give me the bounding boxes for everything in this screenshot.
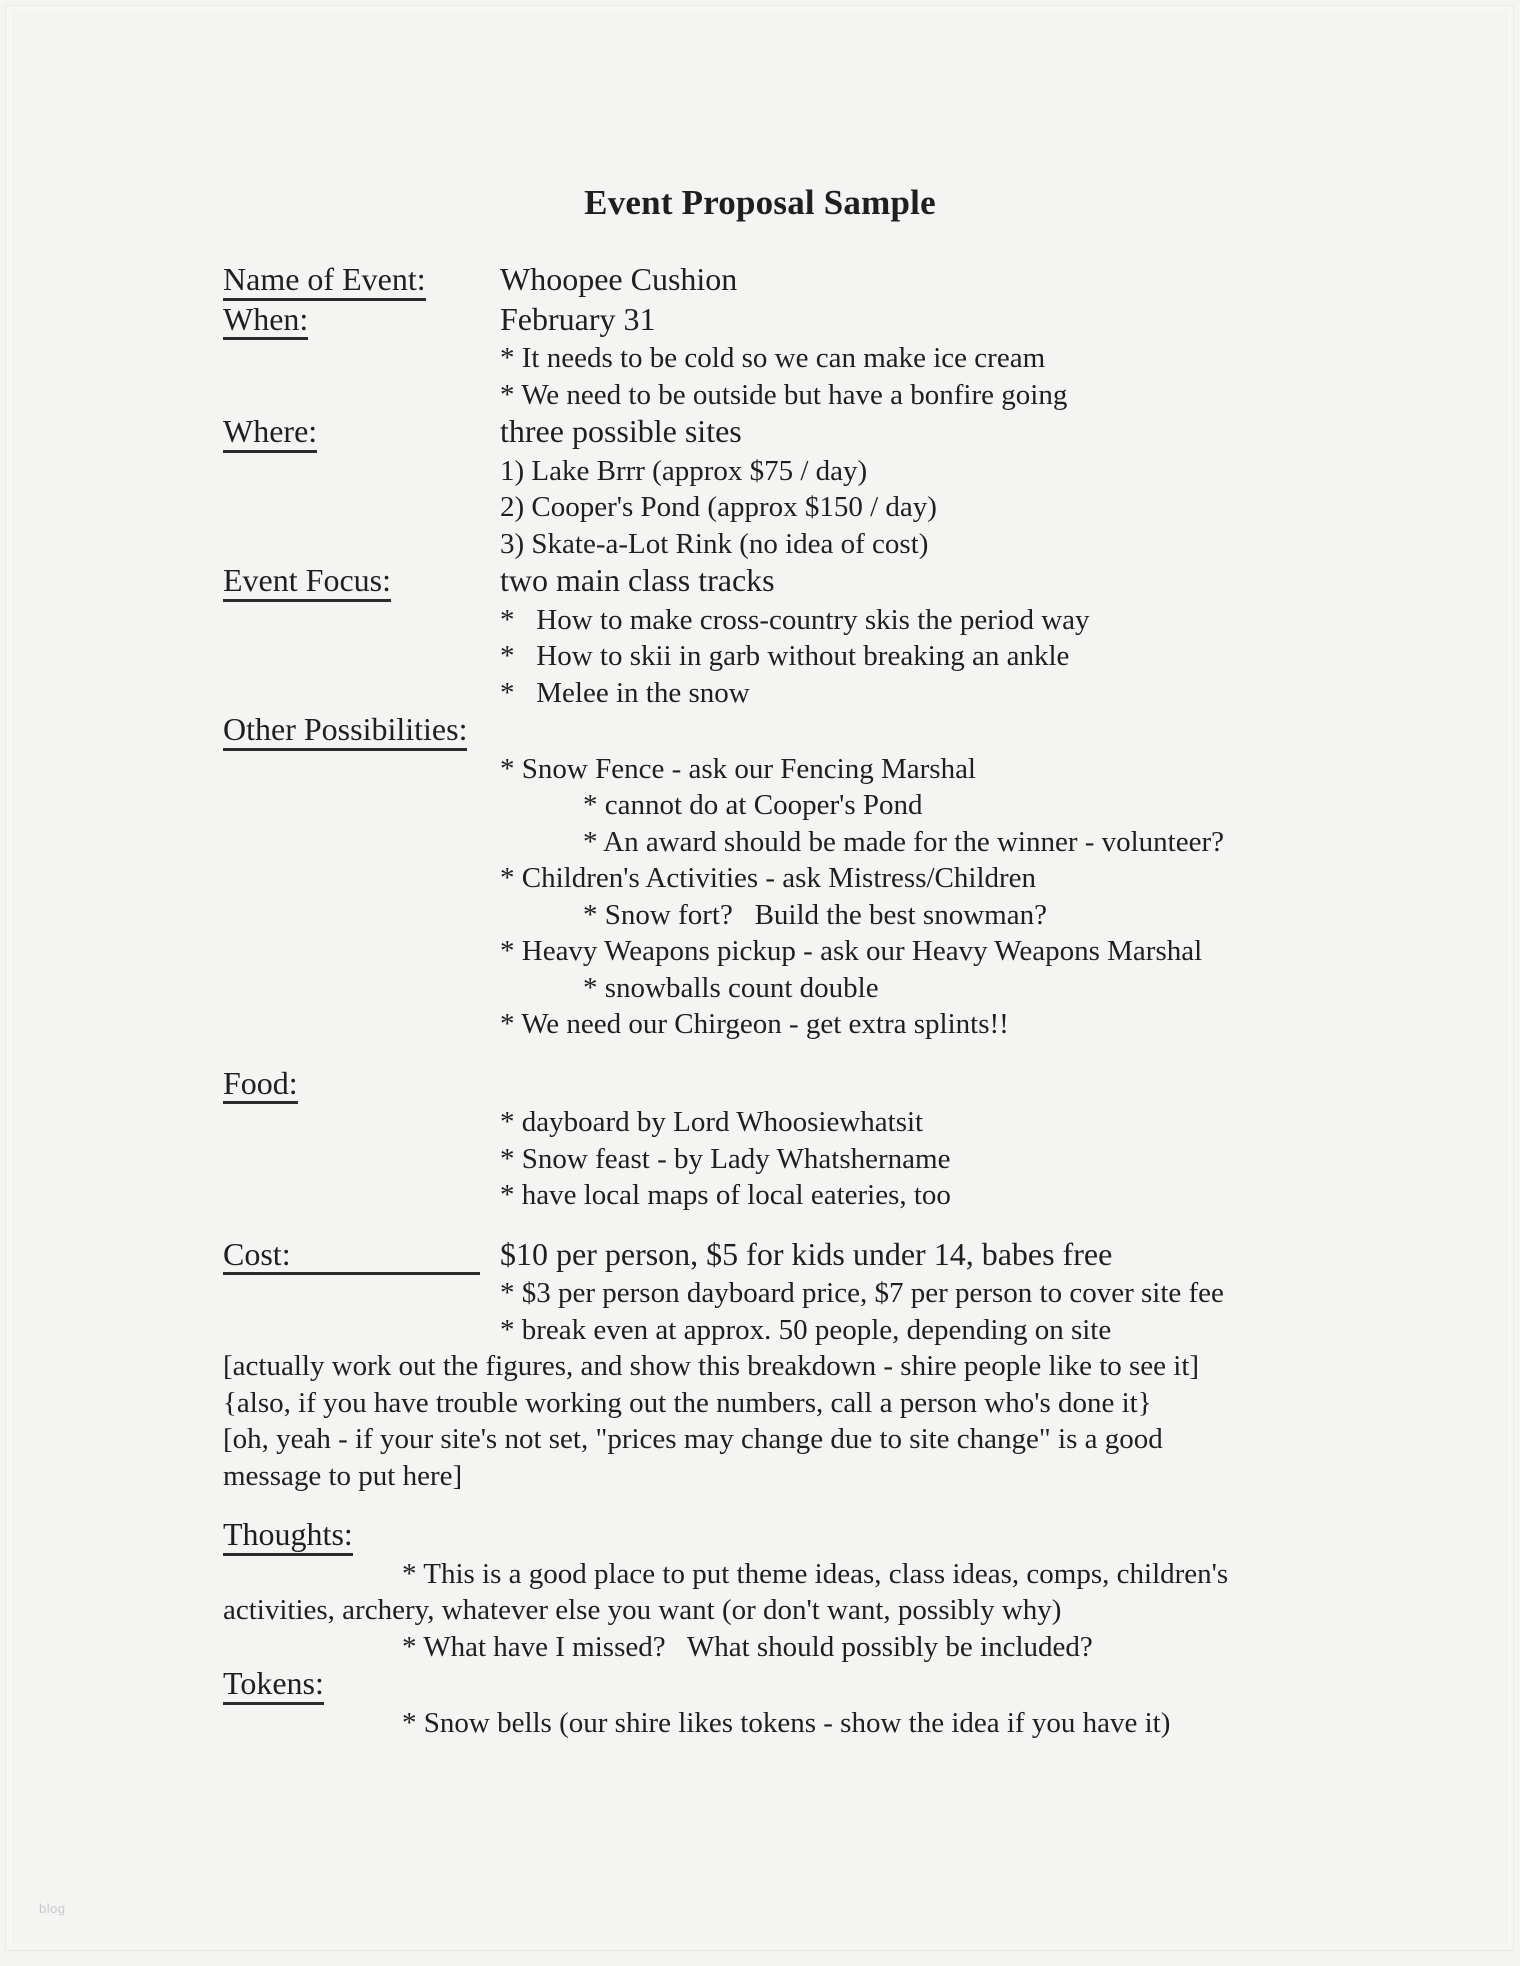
- bullet-item: * have local maps of local eateries, too: [500, 1179, 951, 1211]
- field-row-when: [223, 301, 1438, 341]
- section-heading-tokens: [223, 1665, 1438, 1705]
- field-label: [223, 301, 500, 341]
- bullet-item: * We need our Chirgeon - get extra splints!!: [500, 1008, 1009, 1040]
- bullet-item: * Snow bells (our shire likes tokens - show the idea if you have it): [402, 1706, 1171, 1739]
- note-line: {also, if you have trouble working out the numbers, call a person who's done it}: [223, 1386, 1152, 1419]
- bullet-item: * $3 per person dayboard price, $7 per person to cover site fee: [500, 1277, 1224, 1309]
- field-label-text: Where:: [223, 413, 317, 453]
- bullet-item: 3) Skate-a-Lot Rink (no idea of cost): [500, 527, 929, 560]
- document-title: Event Proposal Sample: [584, 183, 936, 222]
- bullet-item: * What have I missed? What should possibly be included?: [402, 1630, 1093, 1663]
- field-row-event-focus: [223, 562, 1438, 602]
- note-line: message to put here]: [223, 1459, 463, 1492]
- field-label: [223, 413, 500, 453]
- field-value: $10 per person, $5 for kids under 14, babes free: [500, 1235, 1113, 1272]
- field-row-cost: [223, 1236, 1438, 1276]
- field-label-text: Cost:: [223, 1236, 480, 1276]
- field-value: two main class tracks: [500, 562, 775, 598]
- bullet-item: * Snow feast - by Lady Whatshername: [500, 1142, 951, 1175]
- section-heading-text: Food:: [223, 1065, 298, 1105]
- bullet-item: * cannot do at Cooper's Pond: [583, 789, 923, 821]
- bullet-item: * This is a good place to put theme ideas, class ideas, comps, children's: [402, 1557, 1229, 1590]
- field-value: three possible sites: [500, 413, 742, 449]
- field-label-text: When:: [223, 301, 308, 341]
- field-label-text: Name of Event:: [223, 261, 426, 301]
- field-value: February 31: [500, 300, 656, 337]
- bullet-item: * break even at approx. 50 people, depending on site: [500, 1313, 1112, 1346]
- bullet-item: * We need to be outside but have a bonfire going: [500, 378, 1068, 411]
- field-label-text: Event Focus:: [223, 562, 391, 602]
- section-heading-text: Other Possibilities:: [223, 711, 467, 751]
- bullet-item: * How to skii in garb without breaking an ankle: [500, 640, 1070, 672]
- section-heading-other-possibilities: [223, 711, 1438, 751]
- field-label: [223, 562, 500, 602]
- watermark-text: blog: [39, 1901, 66, 1916]
- bullet-item: * It needs to be cold so we can make ice cream: [500, 342, 1046, 374]
- document-body: [223, 261, 1438, 1741]
- document-lines: [223, 261, 1438, 1741]
- bullet-item: * Snow fort? Build the best snowman?: [583, 898, 1047, 931]
- note-line: activities, archery, whatever else you want (or don't want, possibly why): [223, 1594, 1062, 1626]
- field-value: Whoopee Cushion: [500, 261, 738, 297]
- bullet-item: * An award should be made for the winner - volunteer?: [583, 825, 1225, 858]
- field-row-where: [223, 413, 1438, 453]
- bullet-item: * Snow Fence - ask our Fencing Marshal: [500, 752, 976, 785]
- field-row-name-of-event: [223, 261, 1438, 301]
- bullet-item: * dayboard by Lord Whoosiewhatsit: [500, 1106, 924, 1138]
- bullet-item: 2) Cooper's Pond (approx $150 / day): [500, 491, 937, 523]
- section-heading-food: [223, 1065, 1438, 1105]
- bullet-item: * Melee in the snow: [500, 676, 750, 709]
- bullet-item: * snowballs count double: [583, 971, 879, 1004]
- field-label: [223, 1236, 500, 1276]
- section-heading-thoughts: [223, 1516, 1438, 1556]
- bullet-item: * Heavy Weapons pickup - ask our Heavy Weapons Marshal: [500, 935, 1203, 967]
- field-label: [223, 261, 500, 301]
- bullet-item: * How to make cross-country skis the period way: [500, 603, 1090, 636]
- bullet-item: * Children's Activities - ask Mistress/Children: [500, 862, 1037, 894]
- section-heading-text: Thoughts:: [223, 1516, 353, 1556]
- note-line: [oh, yeah - if your site's not set, "prices may change due to site change" is a good: [223, 1423, 1163, 1455]
- bullet-item: 1) Lake Brrr (approx $75 / day): [500, 454, 868, 487]
- section-heading-text: Tokens:: [223, 1665, 324, 1705]
- note-line: [actually work out the figures, and show this breakdown - shire people like to see it]: [223, 1350, 1200, 1382]
